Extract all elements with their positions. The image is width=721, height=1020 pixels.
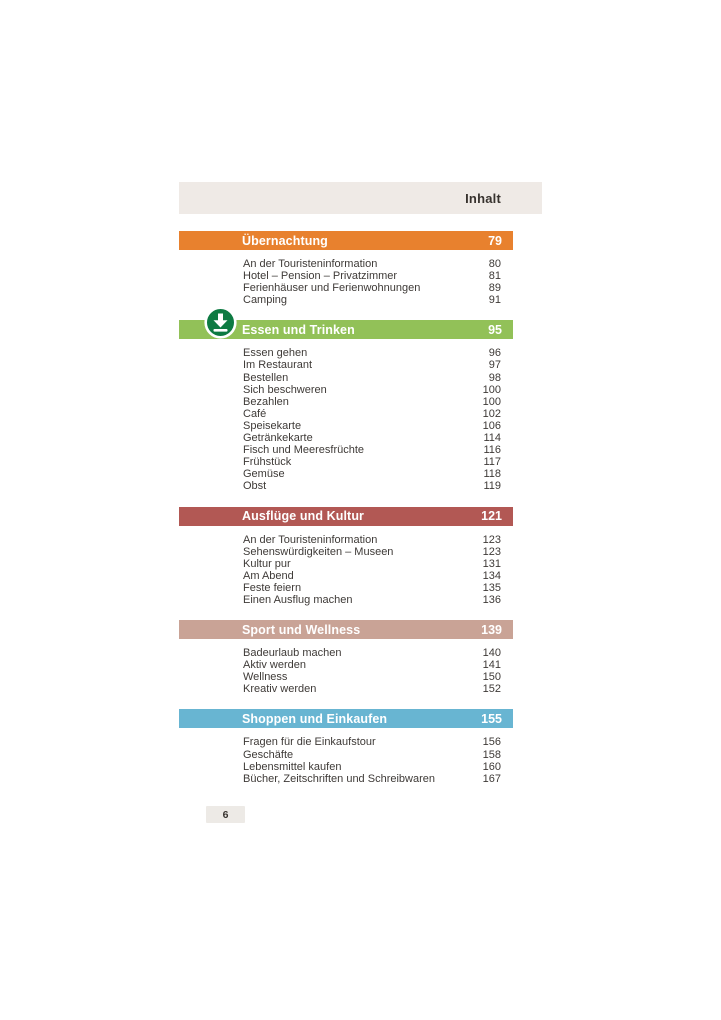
- section-item-list: [179, 347, 513, 492]
- toc-item-label: Lebensmittel kaufen: [243, 760, 342, 773]
- toc-item-label: Sich beschweren: [243, 383, 327, 396]
- toc-item: [179, 736, 513, 748]
- toc-item: [179, 372, 513, 384]
- toc-item-page-number: 123: [482, 545, 501, 558]
- section-page-number: 79: [488, 233, 502, 248]
- page-number: 6: [222, 808, 229, 821]
- toc-item-label: Einen Ausflug machen: [243, 593, 353, 606]
- toc-item-label: Bücher, Zeitschriften und Schreibwaren: [243, 772, 435, 785]
- toc-item: [179, 384, 513, 396]
- section-title: Essen und Trinken: [242, 322, 355, 337]
- toc-item-label: An der Touristeninformation: [243, 258, 378, 270]
- toc-item: [179, 347, 513, 359]
- toc-item-page-number: 134: [482, 569, 501, 582]
- toc-item-page-number: 98: [488, 371, 501, 384]
- toc-item-label: Am Abend: [243, 569, 294, 582]
- toc-item-label: Essen gehen: [243, 347, 308, 360]
- toc-item-label: Badeurlaub machen: [243, 647, 342, 660]
- toc-item-page-number: 100: [482, 383, 501, 396]
- toc-item-page-number: 118: [483, 468, 501, 481]
- toc-item-label: Gemüse: [243, 468, 285, 481]
- toc-item-label: Café: [243, 407, 267, 420]
- toc-item-page-number: 91: [488, 294, 501, 307]
- toc-item: [179, 258, 513, 270]
- toc-item: [179, 773, 513, 785]
- toc-item-page-number: 136: [482, 593, 501, 606]
- section-title: Ausflüge und Kultur: [242, 509, 365, 523]
- section-title: Übernachtung: [242, 233, 328, 248]
- toc-item: [179, 444, 513, 456]
- toc-section: [179, 709, 513, 784]
- section-page-number: 121: [481, 509, 502, 523]
- toc-item-page-number: 140: [482, 647, 501, 660]
- toc-item: [179, 761, 513, 773]
- section-page-number: 155: [481, 711, 502, 726]
- toc-item: [179, 420, 513, 432]
- toc-item-page-number: 117: [483, 456, 501, 469]
- toc-item-label: Obst: [243, 480, 267, 493]
- page-number-tab: [206, 806, 245, 823]
- toc-item: [179, 270, 513, 282]
- section-title: Sport und Wellness: [242, 622, 361, 637]
- toc-item-page-number: 116: [483, 444, 501, 457]
- section-page-number: 139: [481, 622, 502, 637]
- toc-item-page-number: 167: [482, 772, 501, 785]
- section-item-list: [179, 534, 513, 607]
- toc-item-label: Frühstück: [243, 456, 292, 469]
- toc-sections: [179, 231, 513, 799]
- section-header-bar: [179, 507, 513, 526]
- toc-item-label: Ferienhäuser und Ferienwohnungen: [243, 282, 421, 295]
- section-header-bar: [179, 709, 513, 728]
- toc-item: [179, 683, 513, 695]
- section-item-list: [179, 736, 513, 784]
- toc-item-label: Fragen für die Einkaufstour: [243, 736, 376, 749]
- toc-item-page-number: 156: [482, 736, 501, 749]
- toc-item-label: Getränkekarte: [243, 432, 313, 445]
- toc-item-label: Speisekarte: [243, 419, 302, 432]
- toc-section: [179, 320, 513, 492]
- section-page-number: 95: [488, 322, 502, 337]
- toc-item-label: Camping: [243, 294, 288, 307]
- section-title: Shoppen und Einkaufen: [242, 711, 388, 726]
- toc-item-page-number: 80: [488, 258, 501, 270]
- toc-item: [179, 468, 513, 480]
- toc-section: [179, 507, 513, 607]
- toc-item-page-number: 96: [488, 347, 501, 360]
- toc-item-label: Im Restaurant: [243, 359, 313, 372]
- toc-item-label: Feste feiern: [243, 581, 302, 594]
- toc-item: [179, 456, 513, 468]
- toc-item: [179, 671, 513, 683]
- toc-item-page-number: 81: [488, 270, 501, 283]
- section-item-list: [179, 258, 513, 306]
- toc-item-page-number: 106: [482, 419, 501, 432]
- toc-item-page-number: 102: [482, 407, 501, 420]
- toc-item-page-number: 123: [482, 533, 501, 546]
- toc-item: [179, 647, 513, 659]
- toc-section: [179, 620, 513, 695]
- toc-item-label: Hotel – Pension – Privatzimmer: [243, 270, 398, 283]
- toc-item: [179, 359, 513, 371]
- toc-item: [179, 396, 513, 408]
- toc-item-page-number: 150: [482, 671, 501, 684]
- toc-item: [179, 408, 513, 420]
- section-item-list: [179, 647, 513, 695]
- toc-item-page-number: 131: [482, 557, 501, 570]
- page-header-bar: [179, 182, 542, 214]
- toc-item: [179, 534, 513, 546]
- page-title: Inhalt: [465, 190, 501, 206]
- toc-item-label: Bestellen: [243, 371, 289, 384]
- toc-item-page-number: 141: [482, 659, 501, 672]
- toc-item-page-number: 135: [482, 581, 501, 594]
- toc-item: [179, 558, 513, 570]
- section-header-bar: [179, 231, 513, 250]
- toc-item: [179, 749, 513, 761]
- toc-item-label: Sehenswürdigkeiten – Museen: [243, 545, 394, 558]
- toc-item: [179, 582, 513, 594]
- toc-item-page-number: 97: [488, 359, 501, 372]
- download-icon: [204, 306, 237, 339]
- toc-item: [179, 480, 513, 492]
- toc-item-label: Kreativ werden: [243, 683, 317, 696]
- section-header-bar: [179, 620, 513, 639]
- toc-item-page-number: 114: [483, 432, 501, 445]
- toc-item-label: An der Touristeninformation: [243, 533, 378, 546]
- toc-section: [179, 231, 513, 306]
- toc-item-label: Fisch und Meeresfrüchte: [243, 444, 365, 457]
- toc-item-page-number: 89: [488, 282, 501, 295]
- toc-item-page-number: 152: [482, 683, 501, 696]
- toc-item-label: Wellness: [243, 671, 288, 684]
- toc-item-label: Kultur pur: [243, 557, 291, 570]
- toc-item: [179, 282, 513, 294]
- toc-item: [179, 432, 513, 444]
- toc-item: [179, 659, 513, 671]
- toc-item: [179, 546, 513, 558]
- toc-item-page-number: 119: [483, 480, 501, 493]
- toc-item: [179, 570, 513, 582]
- toc-item-page-number: 100: [482, 395, 501, 408]
- toc-item-label: Bezahlen: [243, 395, 289, 408]
- toc-item-page-number: 160: [482, 760, 501, 773]
- toc-item: [179, 294, 513, 306]
- toc-item-label: Aktiv werden: [243, 659, 306, 672]
- toc-item-label: Geschäfte: [243, 748, 294, 761]
- toc-item-page-number: 158: [482, 748, 501, 761]
- toc-item: [179, 594, 513, 606]
